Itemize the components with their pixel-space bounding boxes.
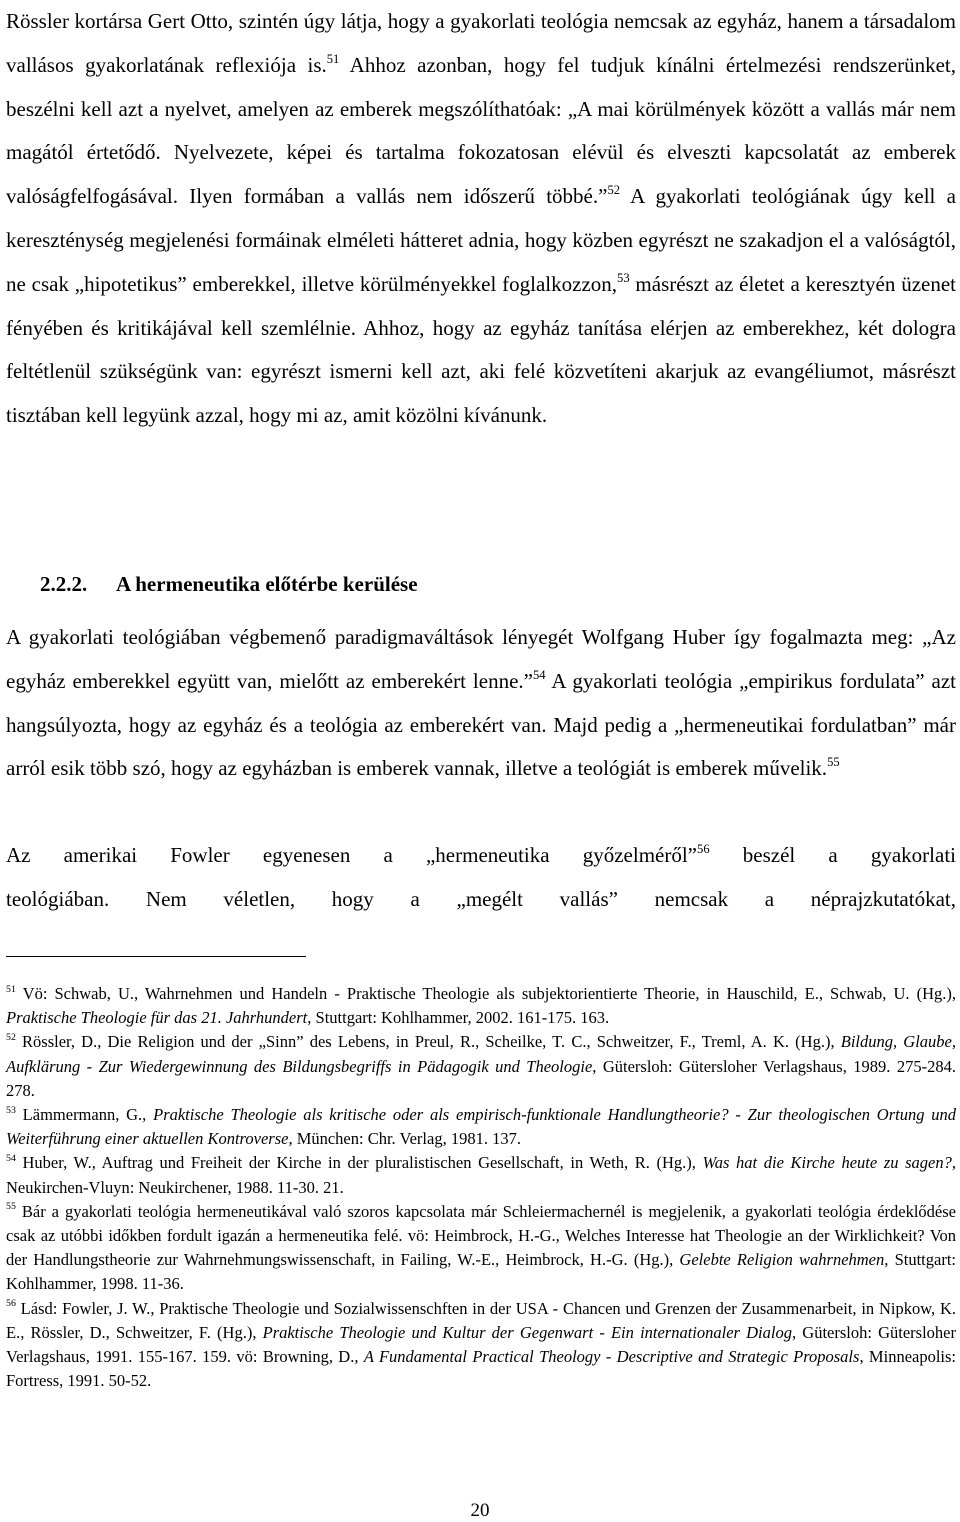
page-number: 20 — [470, 1500, 490, 1521]
footnote-number: 54 — [6, 1152, 16, 1164]
footnote-item: $^{54}$ Huber, W., Auftrag und Freiheit der Kirche in der pluralistischen Gesellschaft, in Weth, R. (Hg.), Was hat die Kirche heute zu sagen?, Neukirchen-Vluyn: Neukirchener, 1988. 11-30. 21. — [6, 1152, 956, 1197]
footnote-number: 51 — [6, 983, 16, 995]
footnote-number: 55 — [6, 1201, 16, 1213]
italic-title: Praktische Theologie für das 21. Jahrhundert — [6, 1008, 308, 1028]
italic-title: Praktische Theologie und Kultur der Gegenwart - Ein internationaler Dialog — [262, 1322, 792, 1342]
footnote-separator — [6, 956, 306, 957]
footnote-ref: 52 — [607, 182, 621, 197]
footnote-item: $^{55}$ Bár a gyakorlati teológia hermeneutikával való szoros kapcsolata már Schleiermachernél is megjelenik, a gyakorlati teológia érdeklődése csak az utóbbi időkben fordult igazán a hermeneutika felé. vö: Heimbrock, H.-G., Welches Interesse hat Theologie an der Wirklichkeit? Von der Handlungstheorie zur Wahrnehmungswissenschaft, in Failing, W.-E., Heimbrock, H.-G. (Hg.), Gelebte Religion wahrnehmen, Stuttgart: Kohlhammer, 1998. 11-36. — [6, 1201, 957, 1294]
footnote-ref: 56 — [697, 841, 710, 856]
body-paragraph: Rössler kortársa Gert Otto, szintén úgy látja, hogy a gyakorlati teológia nemcsak az egyház, hanem a társadalom vallásos gyakorlatának reflexiója is.$^{51}$ Ahhoz azonban, hogy fel tudjuk kínálni értelmezési rendszerünket, beszélni kell azt a nyelvet, amelyen az emberek megszólíthatóak: „A mai körülmények között a vallás már nem magától értetődő. Nyelvezete, képei és tartalma fokozatosan elévül és elveszti kapcsolatát az emberek valóságfelfogásával. Ilyen formában a vallás nem időszerű többé.”$^{52}$ A gyakorlati teológiának úgy kell a kereszténység megjelenési formáinak elméleti hátteret adnia, hogy közben egyrészt ne szakadjon el a valóságtól, ne csak „hipotetikus” emberekkel, illetve körülményekkel foglalkozzon,$^{53}$ másrészt az életet a keresztyén üzenet fényében és kritikájával kell szemlélnie. Ahhoz, hogy az egyház tanítása elérjen az emberekhez, két dologra feltétlenül szükségünk van: egyrészt ismerni kell azt, aki felé közvetíteni akarjuk az evangéliumot, másrészt tisztában kell legyünk azzal, hogy mi az, amit közölni kívánunk. — [6, 9, 956, 428]
italic-title: A Fundamental Practical Theology - Descriptive and Strategic Proposals — [363, 1347, 860, 1367]
section-title: A hermeneutika előtérbe kerülése — [116, 572, 418, 596]
footnote-item: $^{56}$ Lásd: Fowler, J. W., Praktische Theologie und Sozialwissenschften in der USA - Chancen und Grenzen der Zusammenarbeit, in Nipkow, K. E., Rössler, D., Schweitzer, F. (Hg.), Praktische Theologie und Kultur der Gegenwart - Ein internationaler Dialog, Gütersloh: Gütersloher Verlagshaus, 1991. 155-167. 159. vö: Browning, D., A Fundamental Practical Theology - Descriptive and Strategic Proposals, Minneapolis: Fortress, 1991. 50-52. — [6, 1298, 957, 1391]
footnote-item: $^{51}$ Vö: Schwab, U., Wahrnehmen und Handeln - Praktische Theologie als subjektorientierte Theorie, in Hauschild, E., Schwab, U. (Hg.), Praktische Theologie für das 21. Jahrhundert, Stuttgart: Kohlhammer, 2002. 161-175. 163. — [6, 983, 956, 1028]
footnote-ref: 55 — [827, 755, 840, 770]
italic-title: Praktische Theologie als kritische oder als empirisch-funktionale Handlungtheorie? - Zur theologischen Ortung und Weiterführung einer aktuellen Kontroverse — [6, 1105, 956, 1149]
section-heading — [40, 562, 418, 606]
footnote-number: 53 — [6, 1104, 16, 1116]
footnote-ref: 53 — [617, 270, 630, 285]
section-number: 2.2.2. — [40, 572, 88, 596]
italic-title: Was hat die Kirche heute zu sagen? — [702, 1153, 952, 1173]
footnote-ref: 51 — [326, 51, 340, 66]
footnote-ref: 54 — [532, 667, 546, 682]
footnotes — [6, 982, 956, 1393]
body-paragraph: teológiában. Nem véletlen, hogy a „megélt vallás” nemcsak a néprajzkutatókat, — [6, 887, 956, 911]
footnote-number: 52 — [6, 1031, 16, 1043]
body-paragraph: A gyakorlati teológiában végbemenő paradigmaváltások lényegét Wolfgang Huber így fogalmazta meg: „Az egyház emberekkel együtt van, mielőtt az emberekért lenne.”$^{54}$ A gyakorlati teológia „empirikus fordulata” azt hangsúlyozta, hogy az egyház és a teológia az emberekért van. Majd pedig a „hermeneutikai fordulatban” már arról esik több szó, hogy az egyházban is emberek vannak, illetve a teológiát is emberek művelik.$^{55}$ — [6, 625, 956, 781]
footnote-item: $^{53}$ Lämmermann, G., Praktische Theologie als kritische oder als empirisch-funktionale Handlungtheorie? - Zur theologischen Ortung und Weiterführung einer aktuellen Kontroverse, München: Chr. Verlag, 1981. 137. — [6, 1104, 956, 1149]
italic-title: Bildung, Glaube, Aufklärung - Zur Wiedergewinnung des Bildungsbegriffs in Pädagogik und Theologie — [6, 1032, 956, 1076]
footnote-number: 56 — [6, 1298, 16, 1310]
footnote-item: $^{52}$ Rössler, D., Die Religion und der „Sinn” des Lebens, in Preul, R., Scheilke, T. C., Schweitzer, F., Treml, A. K. (Hg.), Bildung, Glaube, Aufklärung - Zur Wiedergewinnung des Bildungsbegriffs in Pädagogik und Theologie, Gütersloh: Gütersloher Verlagshaus, 1989. 275-284. 278. — [6, 1031, 956, 1100]
italic-title: Gelebte Religion wahrnehmen — [679, 1250, 885, 1270]
body-paragraph: Az amerikai Fowler egyenesen a „hermeneutika győzelméről”$^{56}$ beszél a gyakorlati — [6, 841, 956, 867]
